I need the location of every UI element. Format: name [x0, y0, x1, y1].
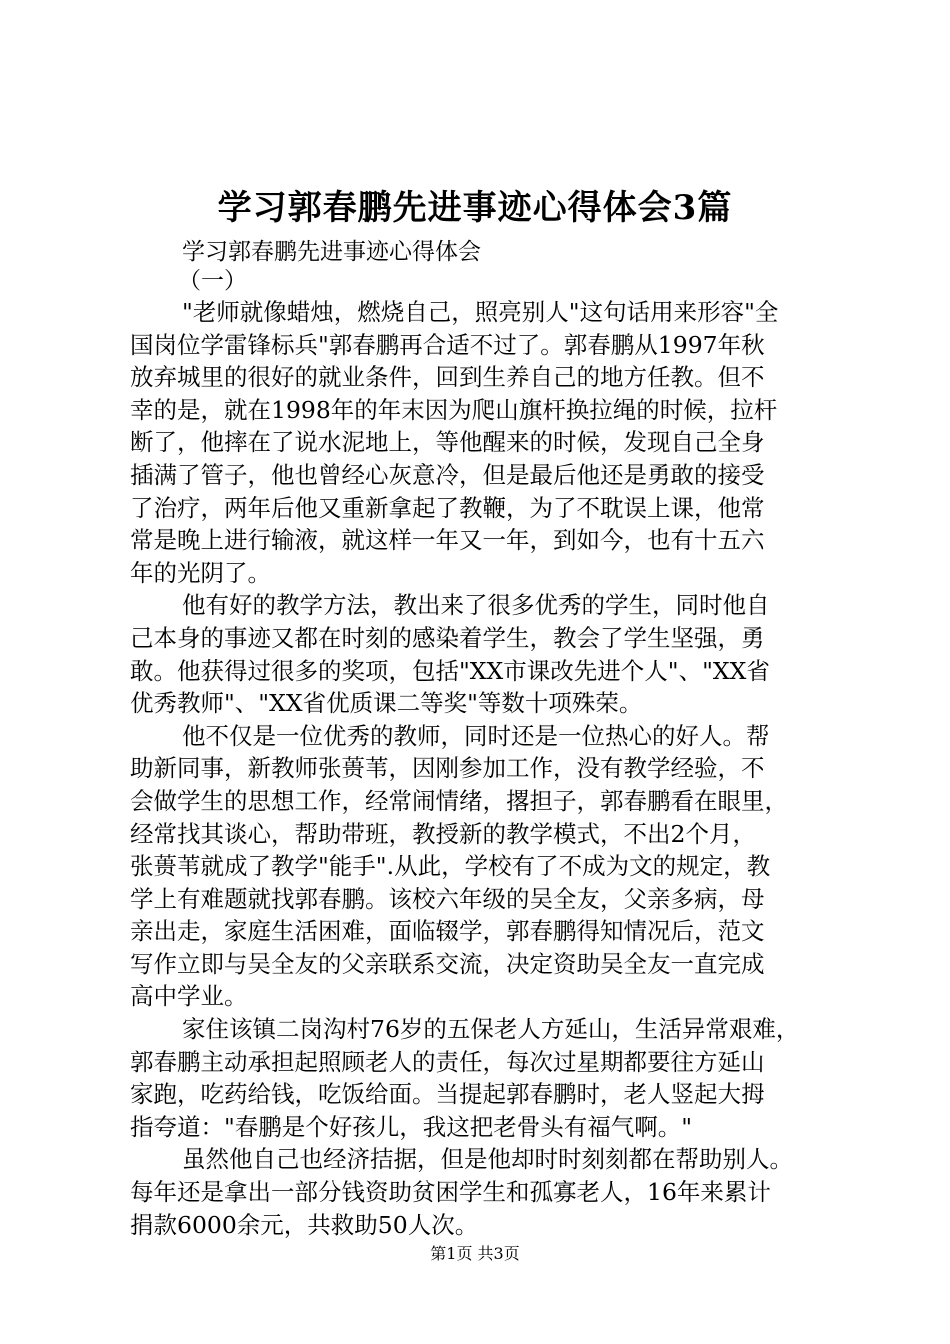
body-line: 幸的是，就在1998年的年末因为爬山旗杆换拉绳的时候，拉杆: [130, 395, 778, 424]
body-line: 郭春鹏主动承担起照顾老人的责任，每次过星期都要往方延山: [130, 1047, 765, 1076]
body-line: 会做学生的思想工作，经常闹情绪，撂担子，郭春鹏看在眼里，: [130, 786, 788, 815]
body-line: 高中学业。: [130, 982, 248, 1011]
body-line: 助新同事，新教师张蒉苇，因刚参加工作，没有教学经验，不: [130, 754, 765, 783]
body-line: 插满了管子，他也曾经心灰意冷，但是最后他还是勇敢的接受: [130, 460, 765, 489]
body-line: 学上有难题就找郭春鹏。该校六年级的吴全友，父亲多病，母: [130, 884, 765, 913]
section-label: （一）: [178, 268, 247, 294]
body-line: 敢。他获得过很多的奖项，包括"XX市课改先进个人"、"XX省: [130, 656, 770, 685]
body-line: "老师就像蜡烛，燃烧自己，照亮别人"这句话用来形容"全: [182, 298, 779, 326]
body-line: 家住该镇二岗沟村76岁的五保老人方延山，生活异常艰难，: [182, 1015, 800, 1044]
document-title: 学习郭春鹏先进事迹心得体会3篇: [217, 188, 733, 228]
body-line: 经常找其谈心，帮助带班，教授新的教学模式，不出2个月，: [130, 819, 756, 848]
body-line: 了治疗，两年后他又重新拿起了教鞭，为了不耽误上课，他常: [130, 493, 765, 522]
body-line: 常是晚上进行输液，就这样一年又一年，到如今，也有十五六: [130, 526, 765, 555]
body-line: 捐款6000余元，共救助50人次。: [130, 1210, 479, 1239]
body-line: 每年还是拿出一部分钱资助贫困学生和孤寡老人，16年来累计: [130, 1178, 771, 1207]
body-line: 指夸道："春鹏是个好孩儿，我这把老骨头有福气啊。": [130, 1112, 693, 1141]
document-body: [130, 296, 830, 1241]
body-line: 年的光阴了。: [130, 558, 271, 587]
body-line: 虽然他自己也经济拮据，但是他却时时刻刻都在帮助别人。: [182, 1145, 793, 1174]
body-line: 张蒉苇就成了教学"能手".从此，学校有了不成为文的规定，教: [130, 852, 771, 881]
document-subtitle: 学习郭春鹏先进事迹心得体会: [182, 239, 481, 265]
page-footer: 第1页 共3页: [430, 1244, 520, 1263]
body-line: 放弃城里的很好的就业条件，回到生养自己的地方任教。但不: [130, 363, 765, 392]
body-line: 他有好的教学方法，教出来了很多优秀的学生，同时他自: [182, 591, 770, 620]
body-line: 己本身的事迹又都在时刻的感染着学生，教会了学生坚强，勇: [130, 623, 765, 652]
body-line: 断了，他摔在了说水泥地上，等他醒来的时候，发现自己全身: [130, 428, 765, 457]
body-line: 他不仅是一位优秀的教师，同时还是一位热心的好人。帮: [182, 721, 770, 750]
body-line: 写作立即与吴全友的父亲联系交流，决定资助吴全友一直完成: [130, 949, 765, 978]
body-line: 亲出走，家庭生活困难，面临辍学，郭春鹏得知情况后，范文: [130, 917, 765, 946]
body-line: 家跑，吃药给钱，吃饭给面。当提起郭春鹏时，老人竖起大拇: [130, 1080, 765, 1109]
body-line: 优秀教师"、"XX省优质课二等奖"等数十项殊荣。: [130, 689, 643, 718]
body-line: 国岗位学雷锋标兵"郭春鹏再合适不过了。郭春鹏从1997年秋: [130, 330, 765, 359]
